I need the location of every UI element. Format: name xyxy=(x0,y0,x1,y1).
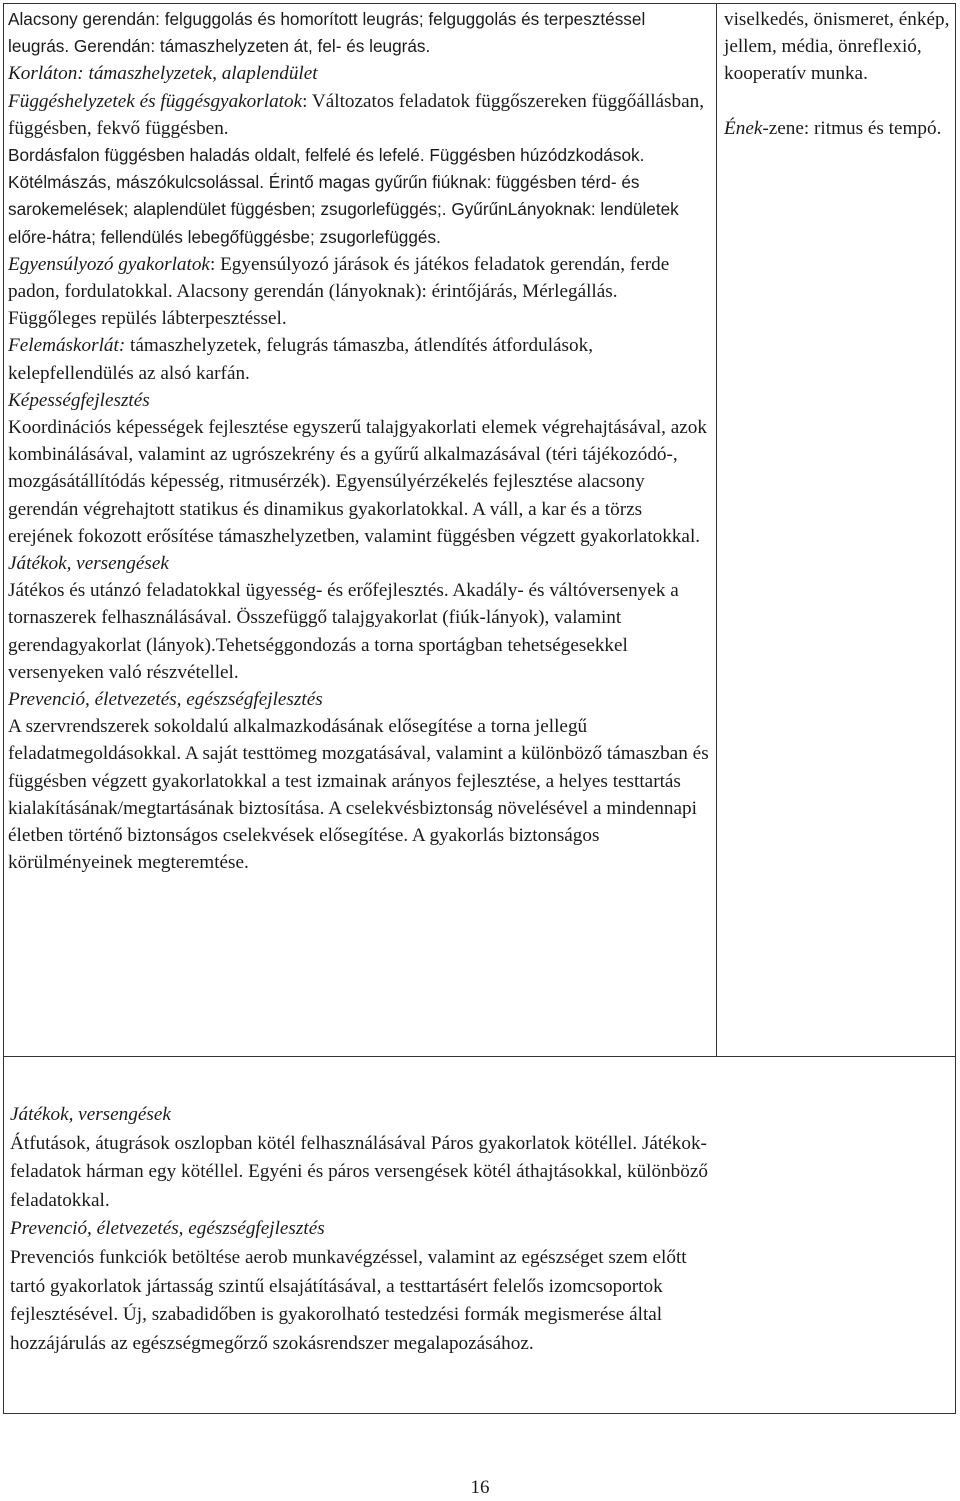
paragraph-prevencio: A szervrendszerek sokoldalú alkalmazkodásának elősegítése a torna jellegű feladatmegoldásokkal. A saját testtömeg mozgatásával, valamint a különböző támaszban és függésben végzett gyakorlatokkal a test izmainak arányos fejlesztése, a helyes testtartás kialakításának/megtartásának biztosítása. A cselekvésbiztonság növelésével a mindennapi életben történő biztonságos cselekvések elősegítése. A gyakorlás biztonságos körülményeinek megteremtése. xyxy=(8,716,709,874)
paragraph-alacsony-gerenda: Alacsony gerendán: felguggolás és homorított leugrás; felguggolás és terpesztéssel leugrás. Gerendán: támaszhelyzeten át, fel- és leugrás. xyxy=(8,9,646,57)
paragraph-egyensulyozo: Egyensúlyozó gyakorlatok: Egyensúlyozó járások és játékos feladatok gerendán, ferde padon, fordulatokkal. Alacsony gerendán (lányoknak): érintőjárás, Mérlegállás. Függőleges repülés lábterpesztéssel. xyxy=(8,253,670,330)
paragraph-bordasfal: Bordásfalon függésben haladás oldalt, felfelé és lefelé. Függésben húzódzkodások. Kötélmászás, mászókulcsolással. Érintő magas gyűrűn fiúknak: függésben térd- és sarokemelések; alaplendület függésben; zsugorlefüggés;. GyűrűnLányoknak: lendületek előre-hátra; fellendülés lebegőfüggésbe; zsugorlefüggés. xyxy=(8,145,679,247)
heading-prevencio-2: Prevenció, életvezetés, egészségfejlesztés xyxy=(10,1218,325,1240)
heading-prevencio: Prevenció, életvezetés, egészségfejlesztés xyxy=(8,689,323,711)
second-content-cell xyxy=(10,1101,710,1358)
page-number: 16 xyxy=(470,1477,490,1498)
side-content-cell xyxy=(724,6,950,142)
heading-jatekok-2: Játékok, versengések xyxy=(10,1104,171,1125)
content-table xyxy=(3,3,956,1057)
paragraph-prevencio-2: Prevenciós funkciók betöltése aerob munkavégzéssel, valamint az egészséget szem előtt tartó gyakorlatok jártasság szintű elsajátításával, a testtartásért felelős izomcsoportok fejlesztésével. Új, szabadidőben is gyakorolható testedzési formák megismerése által hozzájárulás az egészségmegőrző szokásrendszer megalapozásához. xyxy=(10,1246,687,1354)
second-content-table xyxy=(3,1057,956,1414)
paragraph-fuggeshelyzetek: Függéshelyzetek és függésgyakorlatok: Változatos feladatok függőszereken függőállásban, függésben, fekvő függésben. xyxy=(8,90,705,139)
paragraph-side-1: viselkedés, önismeret, énkép, jellem, média, önreflexió, kooperatív munka. xyxy=(724,9,950,85)
paragraph-korlat: Korláton: támaszhelyzetek, alaplendület xyxy=(8,63,318,85)
paragraph-jatekok-2: Átfutások, átugrások oszlopban kötél felhasználásával Páros gyakorlatok kötéllel. Játékok-feladatok hárman egy kötéllel. Egyéni és páros versengések kötél áthajtásokkal, különböző feladatokkal. xyxy=(10,1132,708,1211)
paragraph-jatekok: Játékos és utánzó feladatokkal ügyesség- és erőfejlesztés. Akadály- és váltóversenyek a tornaszerek felhasználásával. Összefüggő talajgyakorlat (fiúk-lányok), valamint gerendagyakorlat (lányok).Tehetséggondozás a torna sportágban tehetségesekkel versenyeken való részvétellel. xyxy=(8,580,679,683)
main-content-cell xyxy=(8,6,710,877)
heading-jatekok: Játékok, versengések xyxy=(8,553,169,575)
paragraph-side-2: Ének-zene: ritmus és tempó. xyxy=(724,117,942,139)
column-divider xyxy=(716,4,717,1056)
paragraph-kepessegfejlesztes: Koordinációs képességek fejlesztése egyszerű talajgyakorlati elemek végrehajtásával, azok kombinálásával, valamint az ugrószekrény és a gyűrű alkalmazásával (téri tájékozódó-, mozgásátállítódás képesség, ritmusérzék). Egyensúlyérzékelés fejlesztése alacsony gerendán végrehajtott statikus és dinamikus gyakorlatokkal. A váll, a kar és a törzs erejének fokozott erősítése támaszhelyzetben, valamint függésben végzett gyakorlatokkal. xyxy=(8,417,707,547)
heading-kepessegfejlesztes: Képességfejlesztés xyxy=(8,389,150,411)
paragraph-felemaskorlat: Felemáskorlát: támaszhelyzetek, felugrás támaszba, átlendítés átfordulások, kelepfellendülés az alsó karfán. xyxy=(8,335,594,384)
